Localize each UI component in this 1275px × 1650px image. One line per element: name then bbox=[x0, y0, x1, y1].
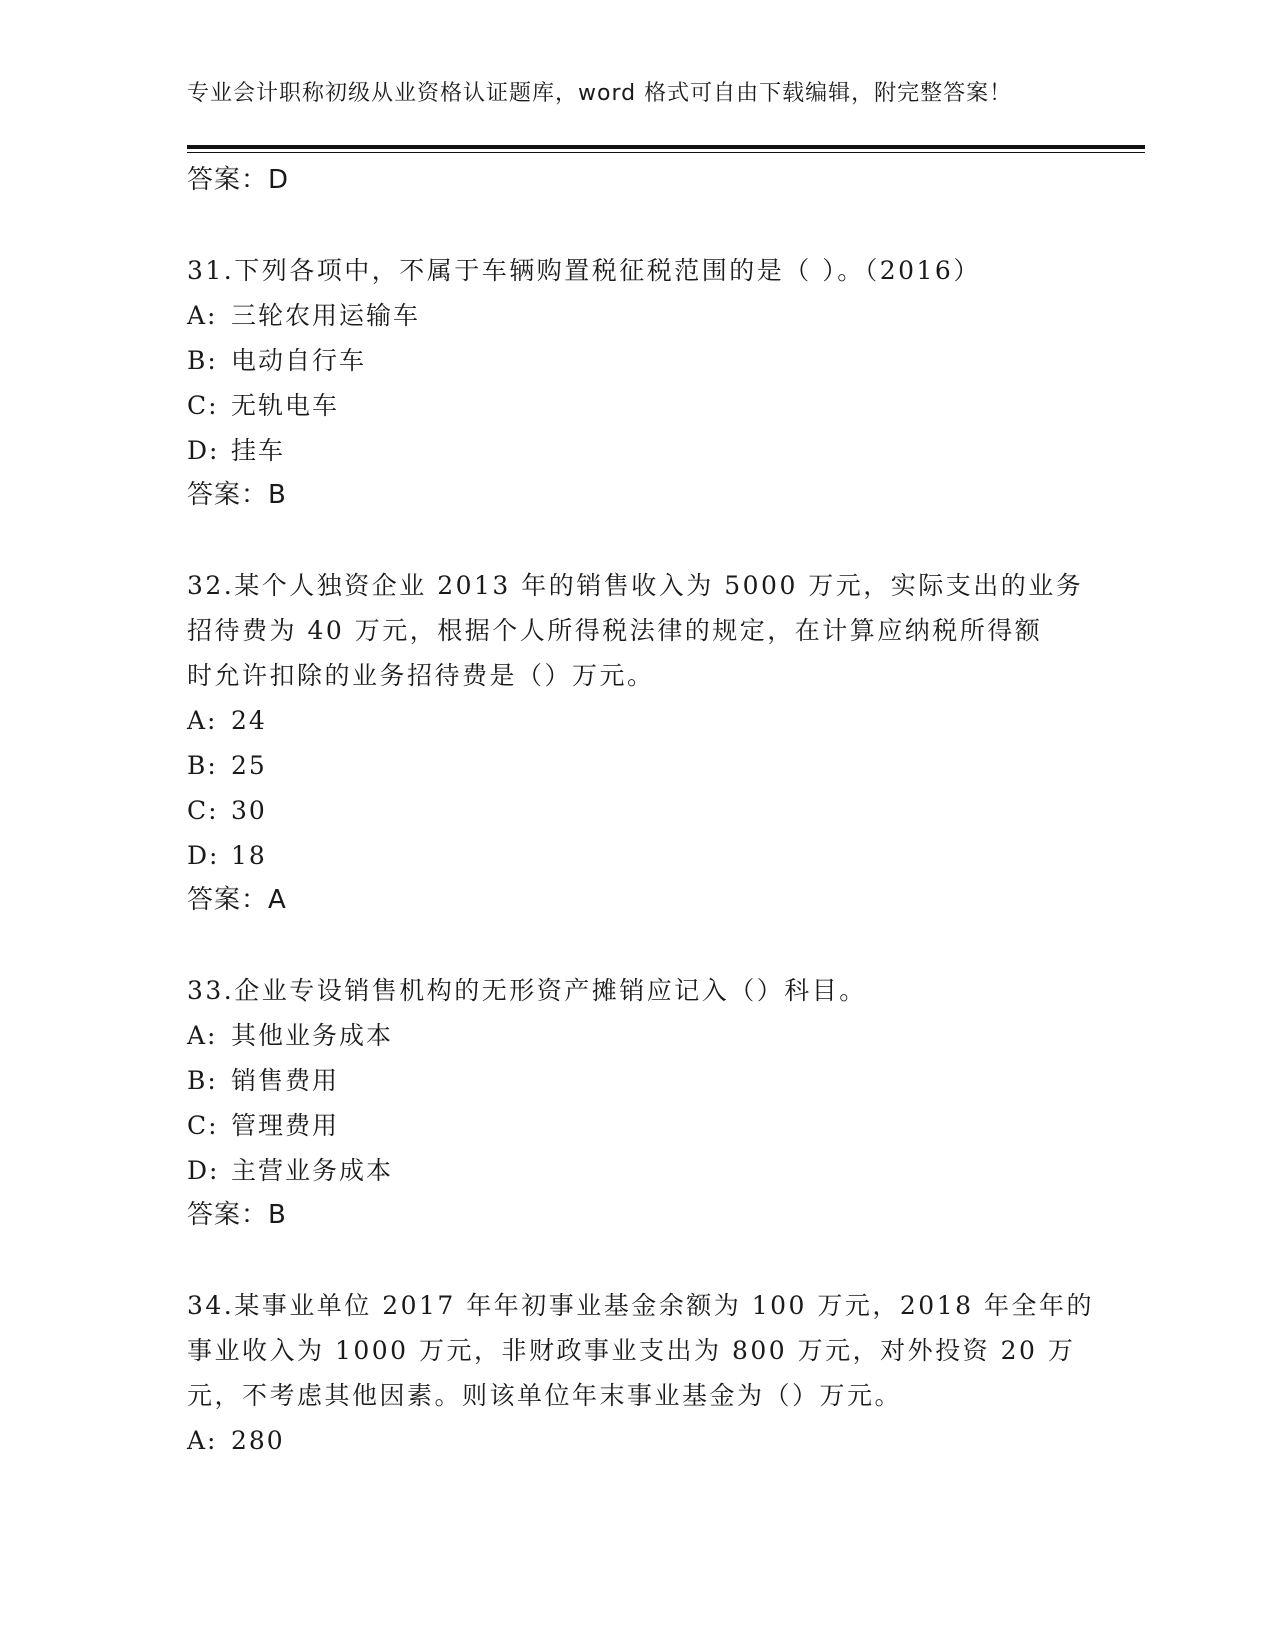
previous-answer: 答案：D bbox=[187, 165, 290, 195]
option-letter: A: bbox=[187, 706, 218, 735]
option-letter: A: bbox=[187, 1426, 218, 1455]
header-rule-thick bbox=[187, 145, 1145, 149]
option-a bbox=[187, 1418, 1087, 1463]
question-31 bbox=[187, 248, 1087, 518]
question-text: 事业收入为 1000 万元，非财政事业支出为 800 万元，对外投资 20 万 bbox=[187, 1336, 1076, 1365]
spacer bbox=[187, 203, 1087, 248]
question-32 bbox=[187, 563, 1087, 923]
option-a bbox=[187, 1013, 1087, 1058]
option-letter: C: bbox=[187, 796, 219, 825]
option-a bbox=[187, 293, 1087, 338]
question-33 bbox=[187, 968, 1087, 1238]
option-letter: B: bbox=[187, 1066, 218, 1095]
option-text: 管理费用 bbox=[231, 1111, 340, 1140]
question-text: 时允许扣除的业务招待费是（）万元。 bbox=[187, 661, 655, 690]
option-text: 电动自行车 bbox=[231, 346, 367, 375]
option-letter: C: bbox=[187, 391, 219, 420]
option-letter: D: bbox=[187, 841, 220, 870]
option-b bbox=[187, 1058, 1087, 1103]
option-b bbox=[187, 743, 1087, 788]
spacer bbox=[187, 1238, 1087, 1283]
question-text: 34.某事业单位 2017 年年初事业基金余额为 100 万元，2018 年全年的 bbox=[187, 1291, 1094, 1320]
option-text: 无轨电车 bbox=[231, 391, 340, 420]
question-text: 32.某个人独资企业 2013 年的销售收入为 5000 万元，实际支出的业务 bbox=[187, 571, 1084, 600]
option-text: 18 bbox=[231, 841, 267, 870]
option-c bbox=[187, 788, 1087, 833]
option-text: 销售费用 bbox=[231, 1066, 340, 1095]
option-c bbox=[187, 383, 1087, 428]
option-text: 24 bbox=[231, 706, 267, 735]
option-text: 挂车 bbox=[231, 436, 286, 465]
option-d bbox=[187, 1148, 1087, 1193]
question-content bbox=[187, 158, 1094, 1463]
option-letter: D: bbox=[187, 436, 220, 465]
spacer bbox=[187, 923, 1087, 968]
answer: 答案：A bbox=[187, 885, 287, 915]
option-text: 30 bbox=[231, 796, 267, 825]
question-34 bbox=[187, 1283, 1094, 1463]
option-b bbox=[187, 338, 1087, 383]
question-text: 元，不考虑其他因素。则该单位年末事业基金为（）万元。 bbox=[187, 1381, 903, 1410]
option-d bbox=[187, 833, 1087, 878]
option-a bbox=[187, 698, 1087, 743]
option-letter: D: bbox=[187, 1156, 220, 1185]
option-letter: A: bbox=[187, 1021, 218, 1050]
question-text: 31.下列各项中，不属于车辆购置税征税范围的是（ ）。（2016） bbox=[187, 256, 981, 285]
option-text: 其他业务成本 bbox=[231, 1021, 394, 1050]
spacer bbox=[187, 518, 1087, 563]
option-text: 主营业务成本 bbox=[231, 1156, 394, 1185]
page-header: 专业会计职称初级从业资格认证题库，word 格式可自由下载编辑，附完整答案！ bbox=[187, 81, 1013, 106]
option-d bbox=[187, 428, 1087, 473]
option-text: 280 bbox=[231, 1426, 285, 1455]
option-letter: C: bbox=[187, 1111, 219, 1140]
option-text: 三轮农用运输车 bbox=[231, 301, 421, 330]
option-c bbox=[187, 1103, 1087, 1148]
option-text: 25 bbox=[231, 751, 267, 780]
option-letter: B: bbox=[187, 751, 218, 780]
answer: 答案：B bbox=[187, 1200, 287, 1230]
header-rule-thin bbox=[187, 152, 1145, 153]
question-text: 招待费为 40 万元，根据个人所得税法律的规定，在计算应纳税所得额 bbox=[187, 616, 1043, 645]
option-letter: A: bbox=[187, 301, 218, 330]
option-letter: B: bbox=[187, 346, 218, 375]
answer: 答案：B bbox=[187, 480, 287, 510]
question-text: 33.企业专设销售机构的无形资产摊销应记入（）科目。 bbox=[187, 976, 867, 1005]
